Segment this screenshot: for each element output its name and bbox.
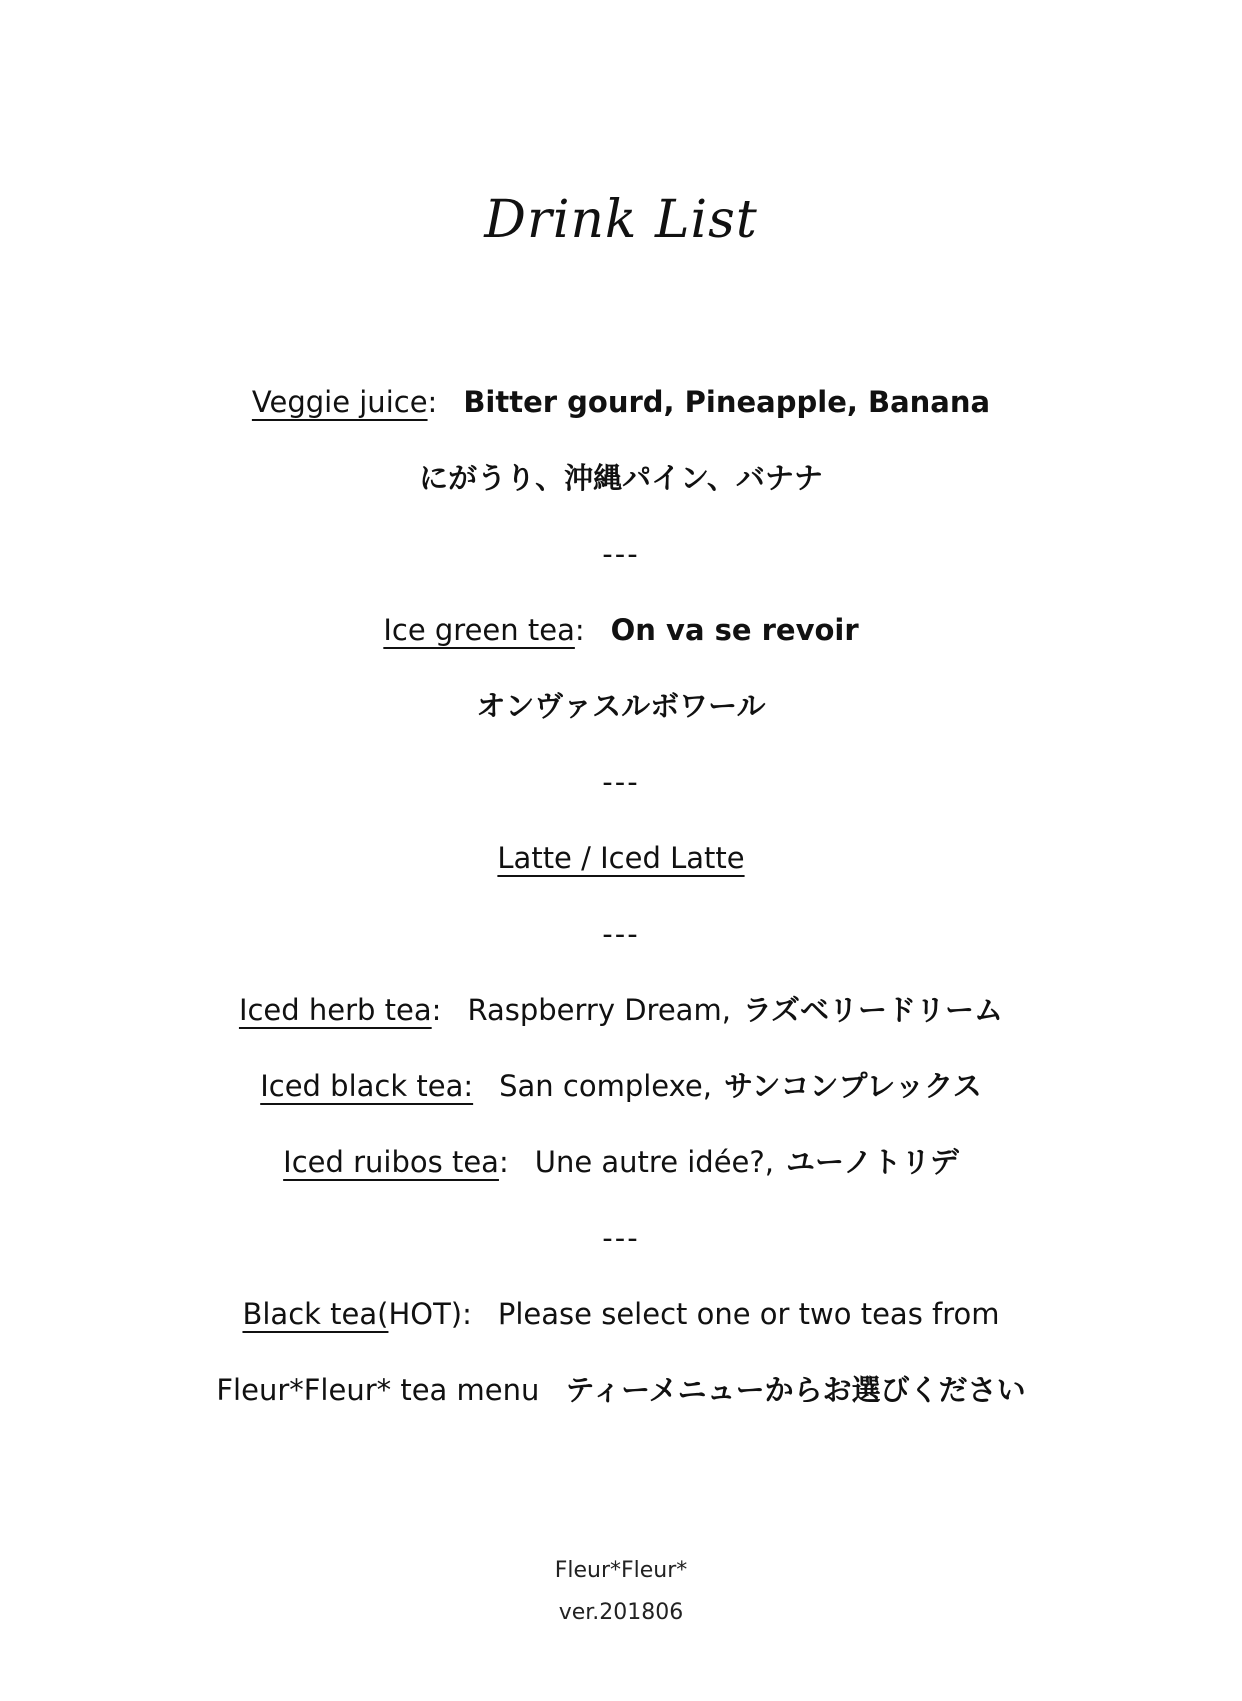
footer-brand: Fleur*Fleur* (554, 1558, 688, 1583)
ruibos-tea-value-jp: ユーノトリデ (786, 1145, 959, 1179)
black-tea-value-en: San complexe, (499, 1069, 712, 1103)
separator-4: --- (602, 1221, 640, 1255)
footer-version: ver.201806 (558, 1600, 684, 1625)
hot-tea-line (0, 1294, 1242, 1334)
herb-tea-colon: : (431, 993, 442, 1027)
black-tea-value-jp: サンコンプレックス (723, 1069, 982, 1103)
green-tea-line (0, 610, 1242, 650)
hot-tea-label: Black tea( (242, 1297, 389, 1331)
hot-tea-menu-en: Fleur*Fleur* tea menu (216, 1373, 540, 1407)
separator-2: --- (602, 765, 640, 799)
veggie-juice-label: Veggie juice (251, 385, 428, 419)
separator-1: --- (602, 537, 640, 571)
ruibos-tea-label: Iced ruibos tea (283, 1145, 499, 1179)
veggie-juice-value-en: Bitter gourd, Pineapple, Banana (463, 385, 991, 419)
green-tea-colon: : (574, 613, 585, 647)
black-tea-label: Iced black tea: (260, 1069, 474, 1103)
herb-tea-value-jp: ラズベリードリーム (742, 993, 1004, 1027)
green-tea-jp: オンヴァスルボワール (476, 689, 766, 723)
veggie-juice-jp: にがうり、沖縄パイン、バナナ (419, 461, 823, 495)
ruibos-tea-line (0, 1142, 1242, 1182)
ruibos-tea-value-en: Une autre idée?, (534, 1145, 775, 1179)
herb-tea-value-en: Raspberry Dream, (467, 993, 731, 1027)
black-tea-line (0, 1066, 1242, 1106)
separator-3: --- (602, 917, 640, 951)
veggie-juice-colon: : (427, 385, 438, 419)
hot-tea-menu-jp: ティーメニューからお選びください (565, 1373, 1026, 1407)
ruibos-tea-colon: : (498, 1145, 509, 1179)
veggie-juice-line (0, 382, 1242, 422)
latte-line (0, 838, 1242, 878)
green-tea-label: Ice green tea (383, 613, 575, 647)
herb-tea-label: Iced herb tea (238, 993, 432, 1027)
herb-tea-line (0, 990, 1242, 1030)
page-title: Drink List (484, 190, 758, 250)
green-tea-value-en: On va se revoir (610, 613, 859, 647)
latte-label: Latte / Iced Latte (497, 841, 745, 875)
hot-tea-label-rest: HOT): (388, 1297, 472, 1331)
hot-tea-value-en: Please select one or two teas from (497, 1297, 1000, 1331)
hot-tea-line-2 (0, 1370, 1242, 1410)
